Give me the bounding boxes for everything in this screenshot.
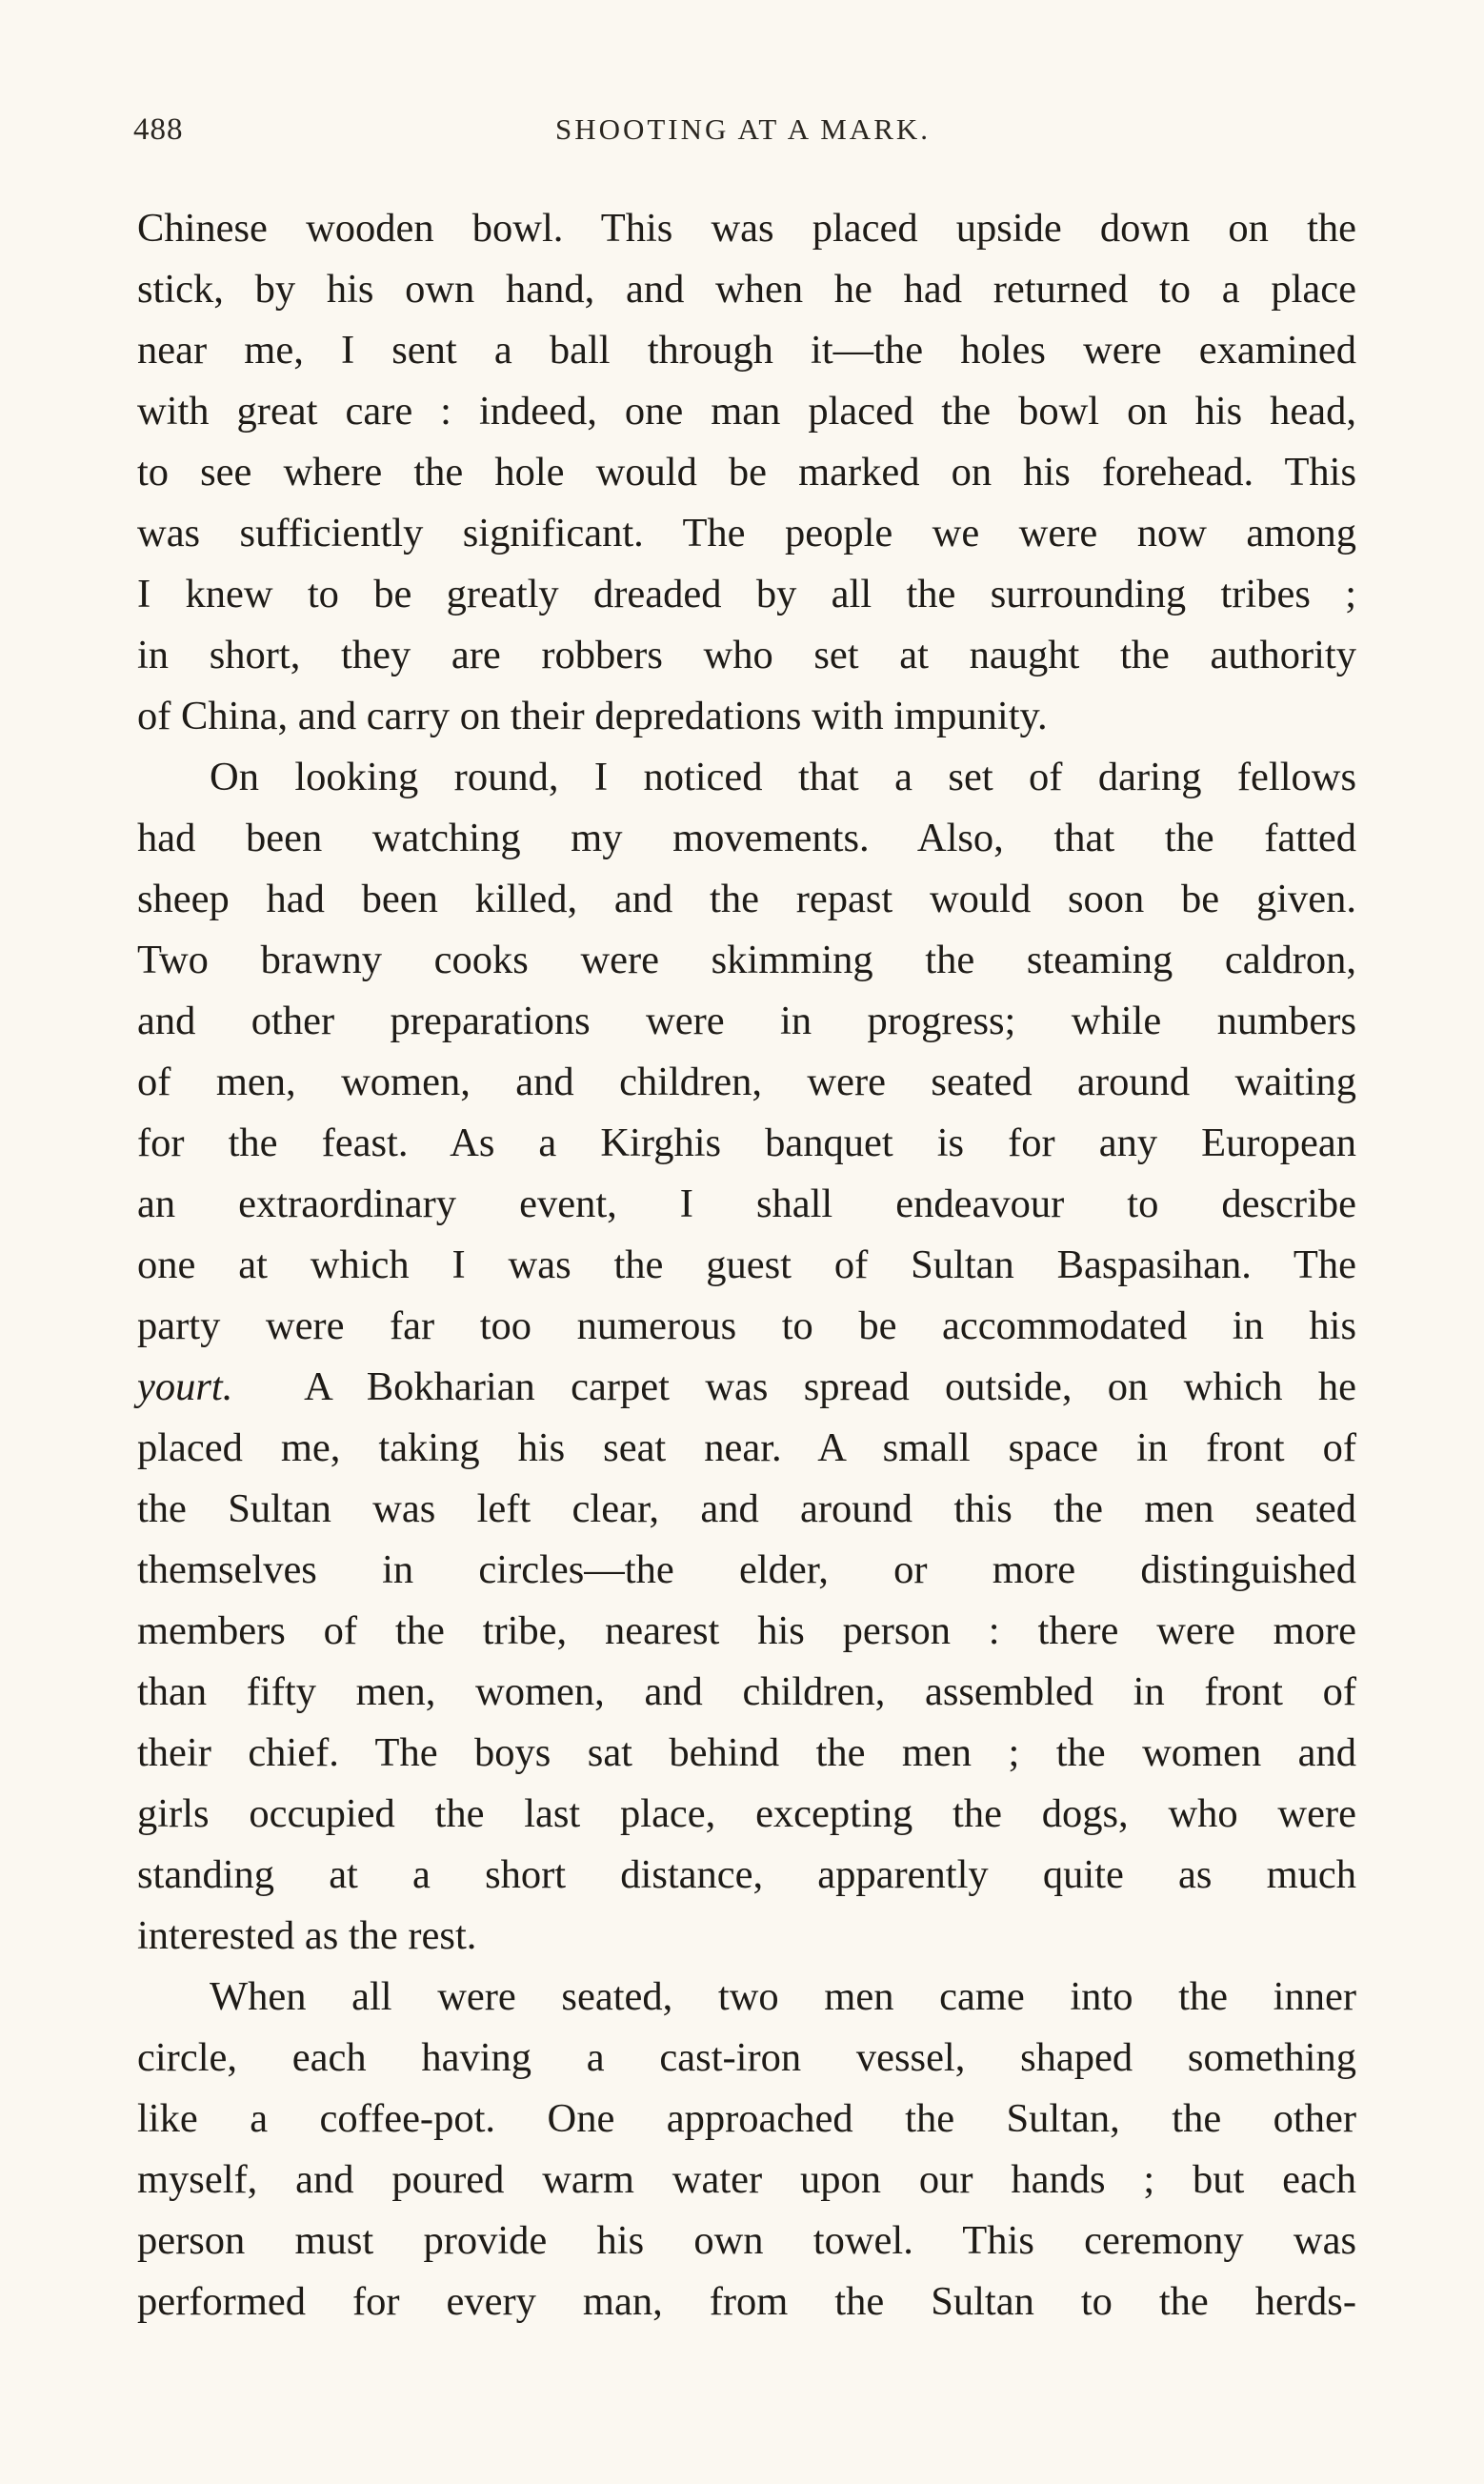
text-line-with-italic [137, 1357, 1356, 1418]
text-line: their chief. The boys sat behind the men ; the women and [137, 1730, 1356, 1775]
text-line: stick, by his own hand, and when he had returned to a place [137, 267, 1356, 312]
text-line: with great care : indeed, one man placed the bowl on his head, [137, 389, 1356, 434]
text-line: in short, they are robbers who set at naught the authority [137, 633, 1356, 677]
italic-word: yourt. [137, 1364, 233, 1409]
text-line: and other preparations were in progress; while numbers [137, 999, 1356, 1043]
running-title: SHOOTING AT A MARK. [554, 112, 932, 146]
text-segment: A Bokharian carpet was spread outside, on which he [304, 1364, 1356, 1409]
running-head [133, 112, 1353, 158]
text-line: performed for every man, from the Sultan to the herds- [137, 2279, 1356, 2324]
text-line: near me, I sent a ball through it—the holes were examined [137, 328, 1356, 373]
body-text [137, 198, 1356, 2333]
text-line: I knew to be greatly dreaded by all the surrounding tribes ; [137, 572, 1356, 616]
text-line: standing at a short distance, apparently quite as much [137, 1852, 1356, 1897]
text-line: an extraordinary event, I shall endeavour to describe [137, 1181, 1356, 1226]
page-number: 488 [133, 112, 184, 147]
text-line: Chinese wooden bowl. This was placed upside down on the [137, 206, 1356, 251]
text-line: On looking round, I noticed that a set of daring fellows [210, 755, 1356, 799]
text-line: party were far too numerous to be accommodated in his [137, 1303, 1356, 1348]
text-line: had been watching my movements. Also, that the fatted [137, 816, 1356, 860]
text-line: one at which I was the guest of Sultan Baspasihan. The [137, 1242, 1356, 1287]
text-line: of men, women, and children, were seated around waiting [137, 1060, 1356, 1104]
text-line: circle, each having a cast-iron vessel, shaped something [137, 2035, 1356, 2080]
text-line: for the feast. As a Kirghis banquet is for any European [137, 1121, 1356, 1165]
text-line: of China, and carry on their depredations with impunity. [137, 694, 1048, 738]
text-line: to see where the hole would be marked on his forehead. This [137, 450, 1356, 495]
text-line: was sufficiently significant. The people we were now among [137, 511, 1356, 555]
text-line: When all were seated, two men came into the inner [210, 1974, 1356, 2019]
text-line: person must provide his own towel. This ceremony was [137, 2218, 1356, 2263]
text-line: myself, and poured warm water upon our hands ; but each [137, 2157, 1356, 2202]
text-line: sheep had been killed, and the repast would soon be given. [137, 877, 1356, 921]
text-line: members of the tribe, nearest his person : there were more [137, 1608, 1356, 1653]
text-line: the Sultan was left clear, and around this the men seated [137, 1486, 1356, 1531]
text-line: interested as the rest. [137, 1913, 477, 1958]
text-line: placed me, taking his seat near. A small space in front of [137, 1425, 1356, 1470]
text-line: themselves in circles—the elder, or more distinguished [137, 1547, 1356, 1592]
text-line: like a coffee-pot. One approached the Sultan, the other [137, 2096, 1356, 2141]
text-line: than fifty men, women, and children, assembled in front of [137, 1669, 1356, 1714]
text-line: girls occupied the last place, excepting the dogs, who were [137, 1791, 1356, 1836]
text-line: Two brawny cooks were skimming the steaming caldron, [137, 938, 1356, 982]
